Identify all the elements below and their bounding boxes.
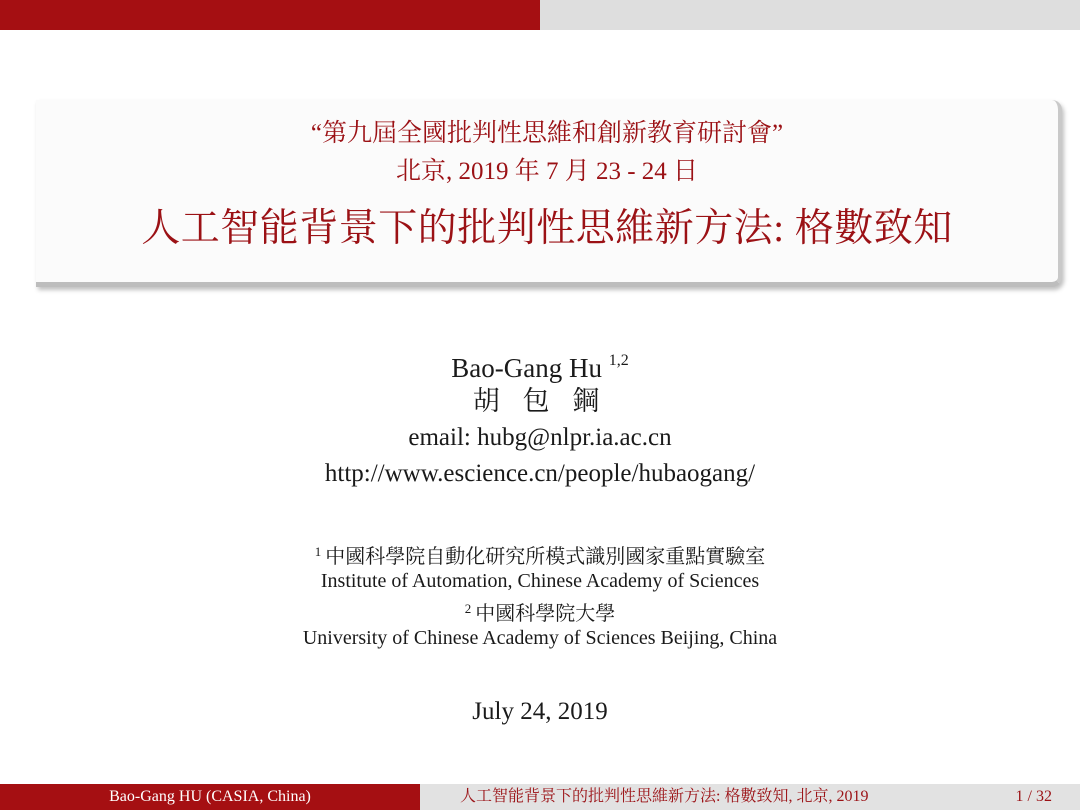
affiliation-2-english: University of Chinese Academy of Sciences Beijing, China bbox=[302, 627, 778, 649]
footer-author: Bao-Gang HU (CASIA, China) bbox=[0, 784, 420, 810]
presentation-date: July 24, 2019 bbox=[472, 698, 608, 725]
footer-short-title: 人工智能背景下的批判性思維新方法: 格數致知, 北京, 2019 bbox=[460, 788, 869, 805]
title-box bbox=[36, 100, 1062, 287]
footer-right bbox=[420, 784, 1080, 810]
affiliation-2-mark: 2 bbox=[464, 601, 472, 616]
top-bar bbox=[0, 0, 1080, 30]
slide-title: 人工智能背景下的批判性思維新方法: 格數致知 bbox=[141, 207, 953, 250]
footer-bar bbox=[0, 784, 1080, 810]
affiliation-2-chinese-text: 中國科學院大學 bbox=[475, 603, 616, 625]
conference-name: “第九屆全國批判性思維和創新教育研討會” bbox=[310, 120, 784, 147]
author-name-chinese: 胡 包 鋼 bbox=[472, 386, 608, 416]
top-bar-red bbox=[0, 0, 540, 30]
top-bar-gray bbox=[540, 0, 1080, 30]
conference-location-date: 北京, 2019 年 7 月 23 - 24 日 bbox=[395, 158, 699, 185]
footer-page-number: 1 / 32 bbox=[1015, 788, 1052, 805]
author-affiliation-marks: 1,2 bbox=[608, 352, 629, 369]
author-line bbox=[0, 344, 1080, 385]
affiliation-1-chinese-text: 中國科學院自動化研究所模式識別國家重點實驗室 bbox=[325, 546, 766, 568]
author-url: http://www.escience.cn/people/hubaogang/ bbox=[324, 460, 756, 487]
author-email: email: hubg@nlpr.ia.ac.cn bbox=[408, 424, 672, 451]
affiliation-1-mark: 1 bbox=[314, 544, 322, 559]
affiliation-1-english: Institute of Automation, Chinese Academy of Sciences bbox=[320, 570, 760, 592]
author-name: Bao-Gang Hu bbox=[451, 353, 602, 383]
